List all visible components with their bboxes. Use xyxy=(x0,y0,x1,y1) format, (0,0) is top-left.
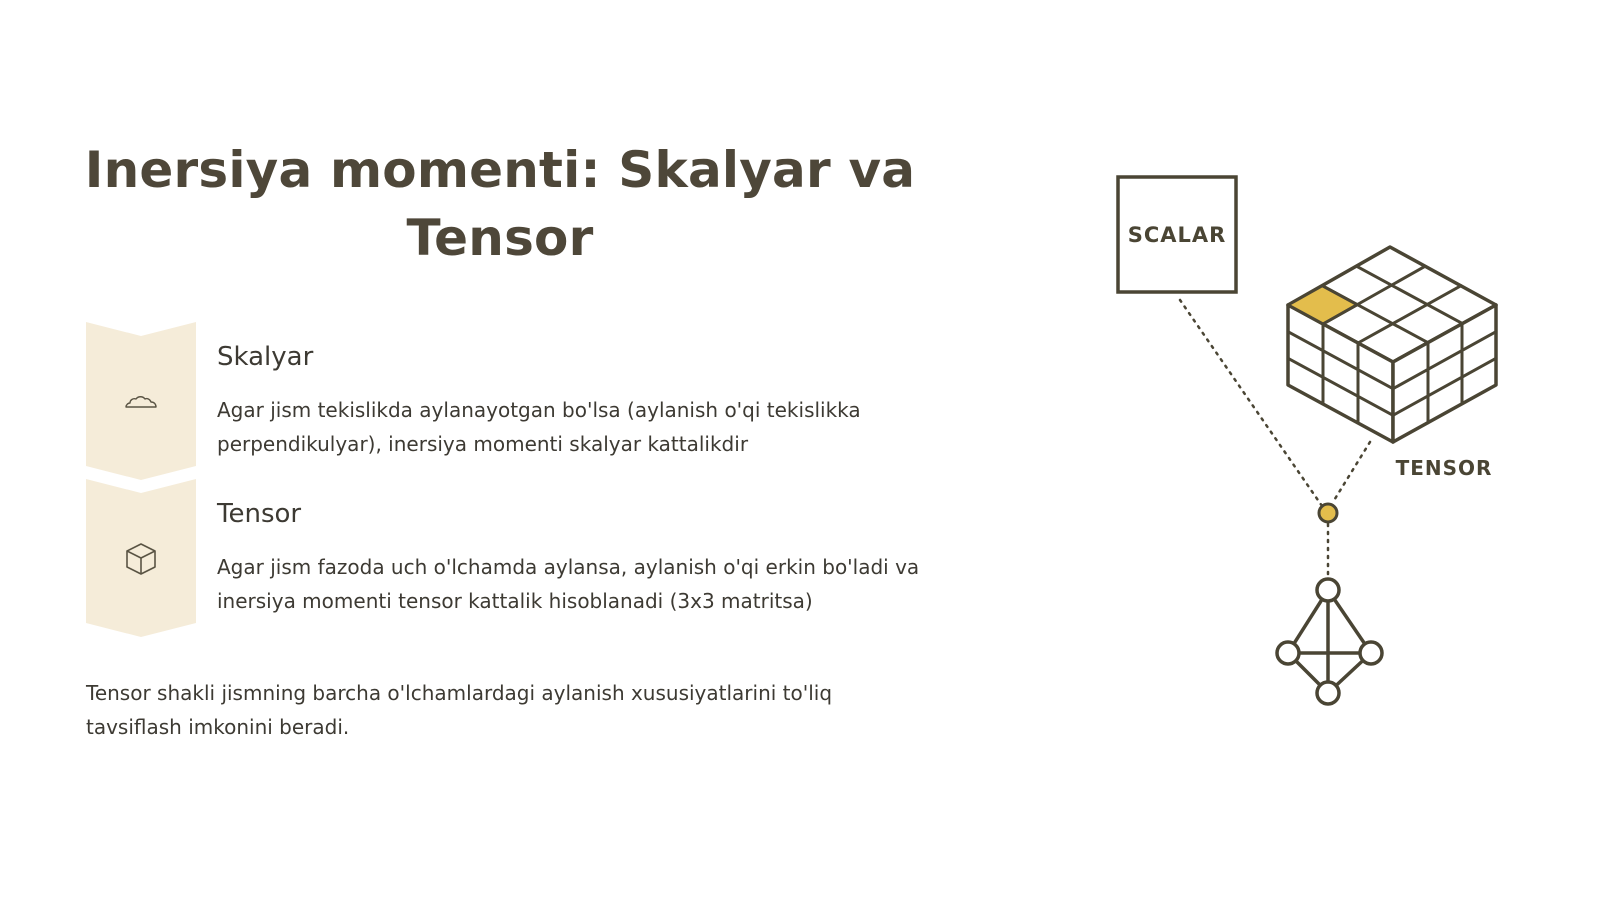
tensor-label: TENSOR xyxy=(1395,456,1493,480)
item-description-skalyar: Agar jism tekislikda aylanayotgan bo'lsa (aylanish o'qi tekislikka perpendikulyar), inersiya momenti skalyar kattalikdir xyxy=(217,398,861,456)
skalyar-chevron-badge xyxy=(86,322,196,480)
tensor-cube xyxy=(1288,247,1496,442)
item-title-tensor: Tensor xyxy=(217,499,302,529)
item-description-tensor: Agar jism fazoda uch o'lchamda aylansa, aylanish o'qi erkin bo'ladi va inersiya momenti tensor kattalik hisoblanadi (3x3 matritsa) xyxy=(217,555,920,613)
molecule-network-icon xyxy=(1277,579,1382,704)
scalar-tensor-diagram xyxy=(1080,160,1520,730)
cloud-outline-icon xyxy=(121,382,161,422)
item-title-skalyar: Skalyar xyxy=(217,342,314,372)
footer-note: Tensor shakli jismning barcha o'lchamlardagi aylanish xususiyatlarini to'liq tavsiflash imkonini beradi. xyxy=(86,681,833,739)
slide-title: Inersiya momenti: Skalyar va Tensor xyxy=(84,141,916,267)
junction-point xyxy=(1319,504,1337,522)
cube-icon xyxy=(121,539,161,579)
tensor-chevron-badge xyxy=(86,479,196,637)
scalar-label: SCALAR xyxy=(1127,223,1227,247)
